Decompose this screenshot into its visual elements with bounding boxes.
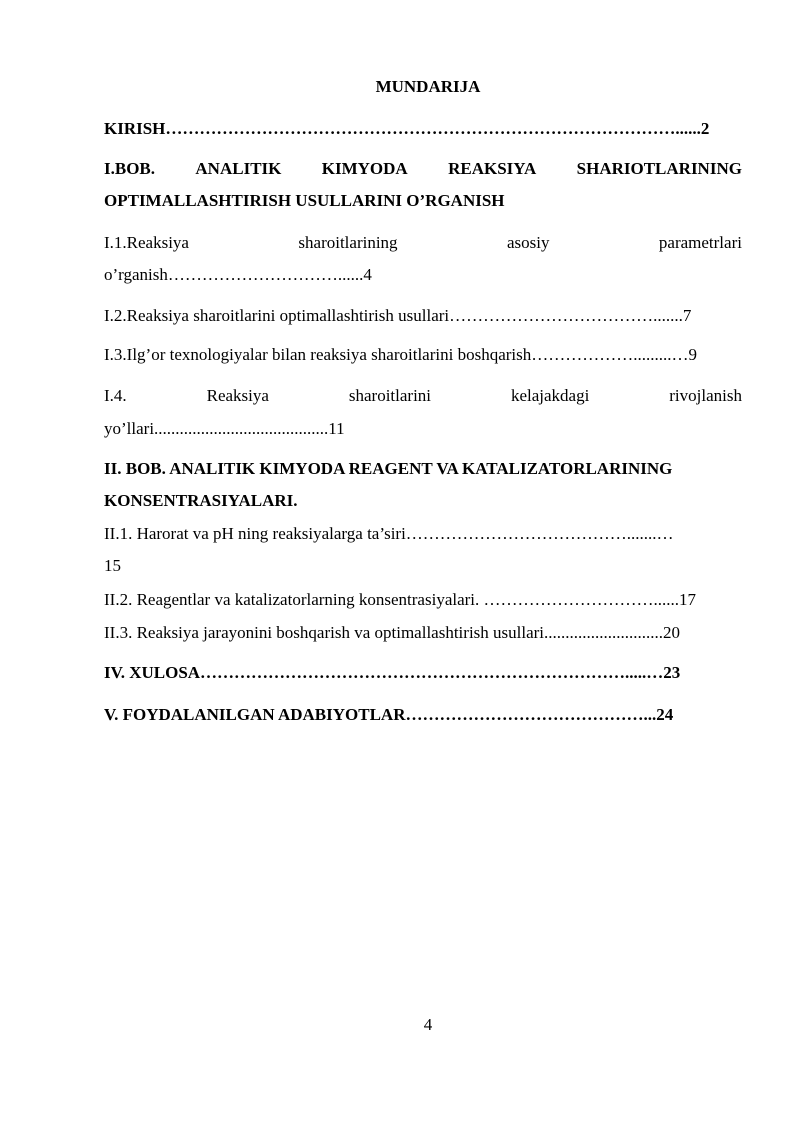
page-title: MUNDARIJA xyxy=(375,77,481,96)
toc-entry-1-1-line2: o’rganish…………………………......4 xyxy=(104,265,372,284)
toc-word: SHARIOTLARINING xyxy=(576,159,742,178)
toc-word: ANALITIK xyxy=(195,159,282,178)
toc-entry-1-1-line1 xyxy=(104,233,742,253)
toc-entry-bob2-line2: KONSENTRASIYALARI. xyxy=(104,491,298,510)
toc-entry-1-3: I.3.Ilg’or texnologiyalar bilan reaksiya sharoitlarini boshqarish……………….........…9 xyxy=(104,345,697,364)
toc-word: sharoitlarini xyxy=(348,386,432,405)
toc-word: parametrlari xyxy=(658,233,742,252)
toc-word: rivojlanish xyxy=(669,386,742,405)
toc-entry-2-1-line2: 15 xyxy=(104,556,121,575)
toc-word: Reaksiya xyxy=(206,386,269,405)
toc-word: kelajakdagi xyxy=(510,386,590,405)
toc-entry-1-4-line2: yo’llari.........................................11 xyxy=(104,419,345,438)
toc-word: REAKSIYA xyxy=(448,159,537,178)
toc-entry-2-2: II.2. Reagentlar va katalizatorlarning konsentrasiyalari. …………………………......17 xyxy=(104,590,697,609)
toc-entry-2-3: II.3. Reaksiya jarayonini boshqarish va optimallashtirish usullari............................20 xyxy=(104,623,681,642)
page-number: 4 xyxy=(423,1015,433,1034)
toc-word: asosiy xyxy=(506,233,550,252)
toc-entry-bob1-line1 xyxy=(104,159,742,179)
toc-word: I.BOB. xyxy=(104,159,156,178)
toc-word: sharoitlarining xyxy=(298,233,398,252)
toc-entry-adabiyotlar: V. FOYDALANILGAN ADABIYOTLAR……………………………………...24 xyxy=(104,705,674,724)
toc-entry-kirish: KIRISH………………………………………………………………………………......2 xyxy=(104,119,710,138)
toc-entry-1-2: I.2.Reaksiya sharoitlarini optimallashtirish usullari……………………………….......7 xyxy=(104,306,692,325)
toc-entry-1-4-line1 xyxy=(104,386,742,406)
toc-word: I.1.Reaksiya xyxy=(104,233,189,252)
toc-word: I.4. xyxy=(104,386,127,405)
toc-entry-bob1-line2: OPTIMALLASHTIRISH USULLARINI O’RGANISH xyxy=(104,191,505,210)
toc-entry-bob2-line1: II. BOB. ANALITIK KIMYODA REAGENT VA KATALIZATORLARINING xyxy=(104,459,673,478)
toc-entry-xulosa: IV. XULOSA………………………………………………………………….....…23 xyxy=(104,663,681,682)
toc-entry-2-1-line1: II.1. Harorat va pH ning reaksiyalarga ta’siri………………………………….......… xyxy=(104,524,674,543)
toc-word: KIMYODA xyxy=(321,159,408,178)
